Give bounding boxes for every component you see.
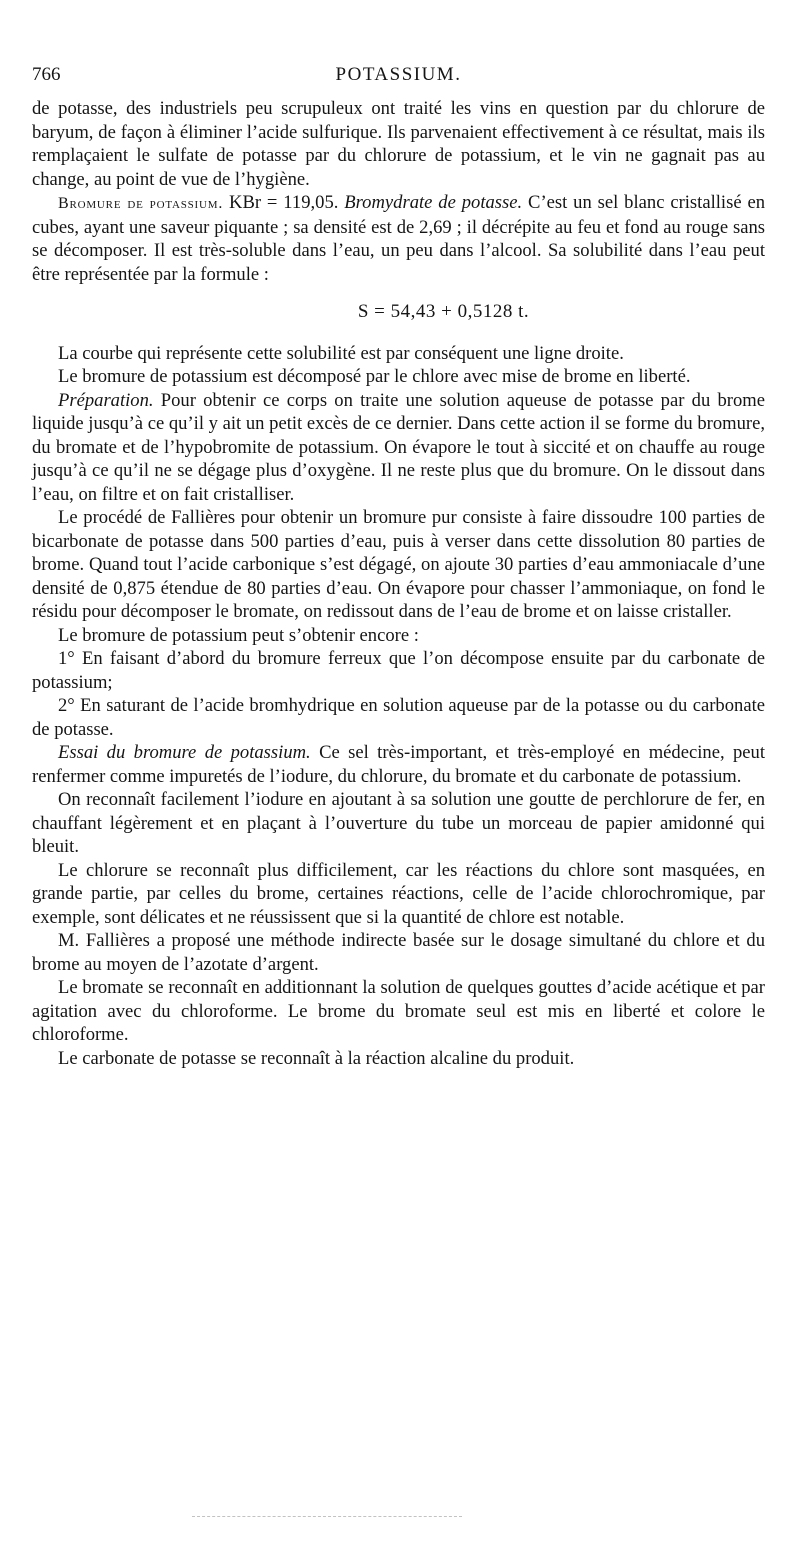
list-item-method-2: 2° En saturant de l’acide bromhydrique en solution aqueuse par de la potasse ou du carbonate de potasse. [32,695,765,740]
page-number: 766 [32,64,61,85]
paragraph-fallieres-method: M. Fallières a proposé une méthode indirecte basée sur le dosage simultané du chlore et du brome au moyen de l’azotate d’argent. [32,930,765,975]
paragraph-curve: La courbe qui représente cette solubilité est par conséquent une ligne droite. [58,342,624,364]
preparation-heading: Préparation. [58,389,154,411]
solubility-formula: S = 54,43 + 0,5128 t. [357,301,530,322]
paragraph-essai [32,741,765,788]
paragraph-preparation [32,389,765,507]
page-body [32,97,765,1070]
paragraph-fallieres-process: Le procédé de Fallières pour obtenir un bromure pur consiste à faire dissoudre 100 parties de bicarbonate de potasse dans 500 parties d’eau, puis à verser dans cette dissolution 80 parties de brome. Quand tout l’acide carbonique s’est dégagé, on ajoute 30 parties d’eau ammoniacale d’une densité de 0,875 étendue de 80 parties d’eau. On évapore pour chasser l’ammoniaque, on fond le résidu pour décomposer le bromate, on redissout dans de l’eau de brome et on laisse cristaller. [32,507,765,622]
essai-text: Ce sel très-important, et très-employé en médecine, peut renfermer comme impuretés de l’iodure, du chlorure, du bromate et du carbonate de potassium. [32,742,765,787]
synonym-name: Bromydrate de potasse. [344,192,523,213]
entry-text: C’est un sel blanc cristallisé en cubes, ayant une saveur piquante ; sa densité est de 2,69 ; il décrépite au feu et fond au rouge sans se décomposer. Il est très-soluble dans l’eau, un peu dans l’alcool. Sa solubilité dans l’eau peut être représentée par la formule : [32,192,766,285]
entry-heading: Bromure de potassium. [58,195,224,212]
list-item-method-1: 1° En faisant d’abord du bromure ferreux que l’on décompose ensuite par du carbonate de potassium; [32,648,765,693]
preparation-text: Pour obtenir ce corps on traite une solution aqueuse de potasse par du brome liquide jusqu’à ce qu’il y ait un petit excès de ce dernier. Dans cette action il se forme du bromure, du bromate et de l’hypobromite de potassium. On évapore le tout à siccité et on chauffe au rouge jusqu’à ce qu’il ne se dégage plus d’oxygène. Il ne reste plus que du bromure. On le dissout dans l’eau, on filtre et on fait cristalliser. [32,389,765,505]
essai-heading: Essai du bromure de potassium. [58,742,311,763]
running-title: POTASSIUM. [335,64,462,85]
chemical-formula: KBr = 119,05. [229,192,339,213]
paragraph-continuation: de potasse, des industriels peu scrupuleux ont traité les vins en question par du chlorure de baryum, de façon à éliminer l’acide sulfurique. Ils parvenaient effectivement à ce résultat, mais ils remplaçaient le sulfate de potasse par du chlorure de potassium, et le vin ne gagnait pas au change, au point de vue de l’hygiène. [32,98,765,190]
paragraph-bromure-entry [32,191,765,286]
paragraph-iodure: On reconnaît facilement l’iodure en ajoutant à sa solution une goutte de perchlorure de fer, en chauffant légèrement et en plaçant à l’ouverture du tube un morceau de papier amidonné qui bleuit. [32,789,765,857]
paragraph-decomposition: Le bromure de potassium est décomposé par le chlore avec mise de brome en liberté. [58,366,691,387]
paragraph-chlorure: Le chlorure se reconnaît plus difficilement, car les réactions du chlore sont masquées, en grande partie, par celles du brome, certaines réactions, celle de l’acide chlorochromique, par exemple, sont délicates et ne réussissent que si la quantité de chlore est notable. [32,859,765,928]
page-header [32,64,765,88]
book-page [32,0,765,1553]
paragraph-carbonate: Le carbonate de potasse se reconnaît à la réaction alcaline du produit. [58,1047,575,1069]
paragraph-bromate: Le bromate se reconnaît en additionnant la solution de quelques gouttes d’acide acétique et par agitation avec du chloroforme. Le brome du bromate seul est mis en liberté et colore le chloroforme. [32,977,765,1045]
footer-rule [192,1516,462,1517]
paragraph-other-methods: Le bromure de potassium peut s’obtenir encore : [58,624,419,646]
